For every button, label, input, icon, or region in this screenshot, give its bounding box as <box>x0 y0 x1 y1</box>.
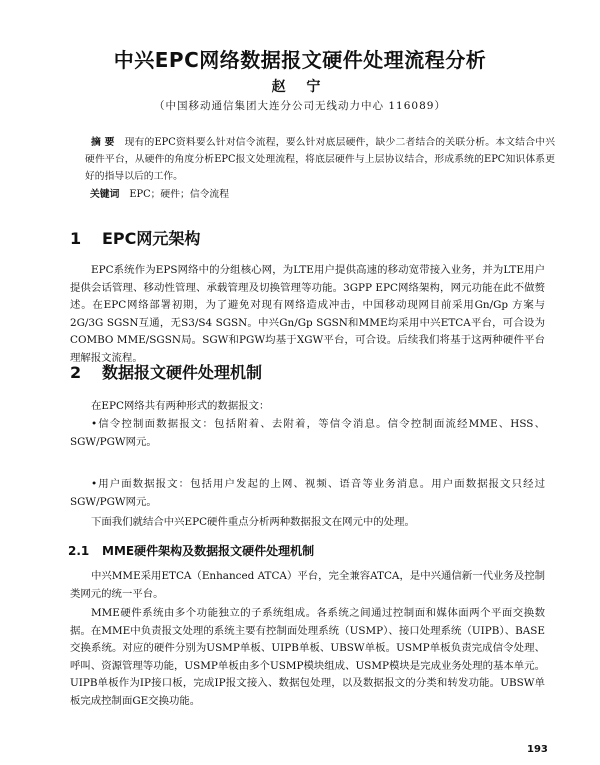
author-affiliation: （中国移动通信集团大连分公司无线动力中心 116089） <box>154 100 446 112</box>
section-2-bullet-1: •信令控制面数据报文：包括附着、去附着，等信令消息。信令控制面流经MME、HSS、SGW/PGW网元。 <box>70 418 545 448</box>
section-1-number: 1 <box>70 229 82 248</box>
keywords-text: EPC；硬件；信令流程 <box>129 189 230 200</box>
section-1-paragraph: EPC系统作为EPS网络中的分组核心网，为LTE用户提供高速的移动宽带接入业务，并为LTE用户提供会话管理、移动性管理、承载管理及切换管理等功能。3GPP EPC网络架构，网元功能在此不做赘述。在EPC网络部署初期，为了避免对现有网络造成冲击，中国移动现网目前采用Gn/Gp 方案与2G/3G SGSN互通，无S3/S4 SGSN。中兴Gn/Gp SGSN和MME均采用中兴ETCA平台，可合设为COMBO MME/SGSN局。SGW和PGW均基于XGW平台，可合设。后续我们将基于这两种硬件平台理解报文流程。 <box>70 264 545 364</box>
section-2-1-heading <box>68 542 314 559</box>
abstract <box>85 134 555 185</box>
section-2-1-paragraph-1: 中兴MME采用ETCA（Enhanced ATCA）平台，完全兼容ATCA，是中兴通信新一代业务及控制类网元的统一平台。 <box>70 570 545 600</box>
section-2-closing: 下面我们就结合中兴EPC硬件重点分析两种数据报文在网元中的处理。 <box>91 516 415 528</box>
section-1-title: EPC网元架构 <box>102 229 201 248</box>
abstract-text: 现有的EPC资料要么针对信令流程，要么针对底层硬件，缺少二者结合的关联分析。本文结合中兴硬件平台，从硬件的角度分析EPC报文处理流程，将底层硬件与上层协议结合，形成系统的EPC知识体系更好的指导以后的工作。 <box>85 137 555 182</box>
section-2-heading <box>70 360 262 383</box>
keywords <box>90 187 550 203</box>
section-2-title: 数据报文硬件处理机制 <box>102 363 263 382</box>
abstract-label: 摘 要 <box>91 137 115 148</box>
section-2-1-title: MME硬件架构及数据报文硬件处理机制 <box>102 544 315 558</box>
section-2-1-paragraph-2: MME硬件系统由多个功能独立的子系统组成。各系统之间通过控制面和媒体面两个平面交换数据。在MME中负责报文处理的系统主要有控制面处理系统（USMP）、接口处理系统（UIPB）、BASE交换系统。对应的硬件分别为USMP单板、UIPB单板、UBSW单板。USMP单板负责完成信令处理、呼叫、资源管理等功能，USMP单板由多个USMP模块组成、USMP模块是完成业务处理的基本单元。UIPB单板作为IP接口板，完成IP报文接入、数据包处理，以及数据报文的分类和转发功能。UBSW单板完成控制面GE交换功能。 <box>70 607 545 707</box>
section-2-intro: 在EPC网络共有两种形式的数据报文： <box>91 400 270 412</box>
page-number: 193 <box>527 744 548 755</box>
keywords-label: 关键词 <box>90 189 120 200</box>
section-2-bullet-2: •用户面数据报文：包括用户发起的上网、视频、语音等业务消息。用户面数据报文只经过SGW/PGW网元。 <box>70 478 545 508</box>
author-name: 赵 宁 <box>271 79 329 95</box>
section-1-heading <box>70 226 200 249</box>
paper-title: 中兴EPC网络数据报文硬件处理流程分析 <box>113 48 487 72</box>
section-2-1-number: 2.1 <box>68 544 90 558</box>
section-2-number: 2 <box>70 363 82 382</box>
